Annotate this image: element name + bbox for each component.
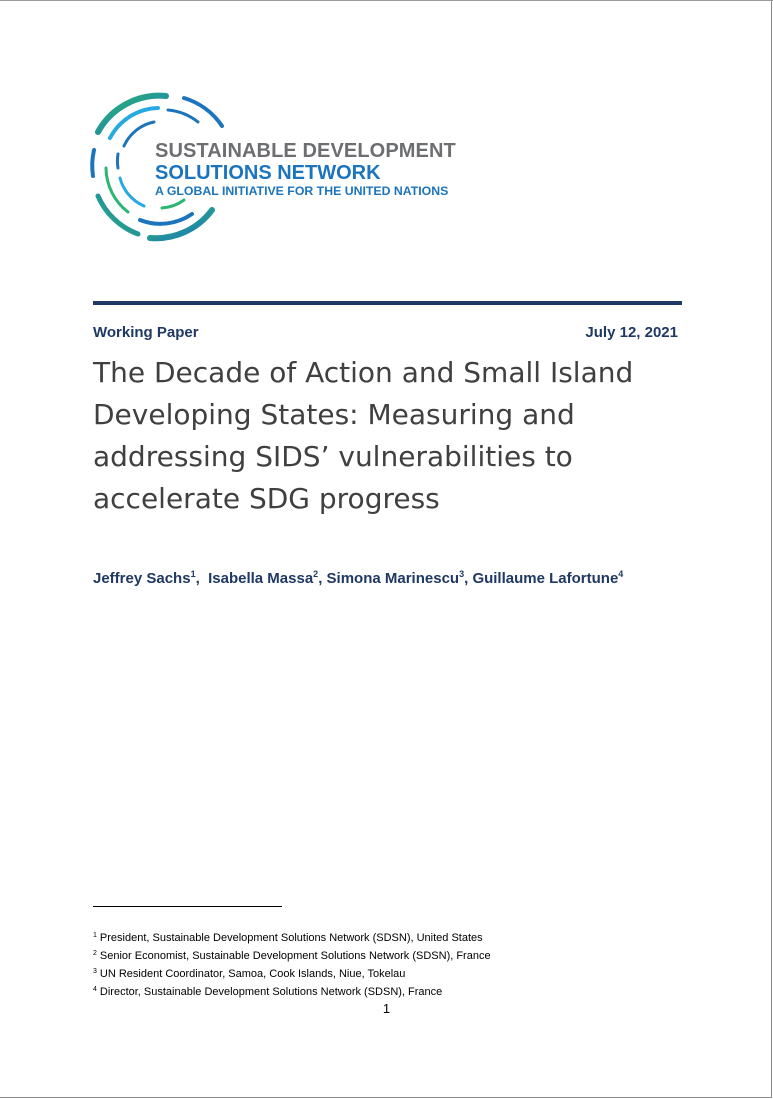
- footnote-text: President, Sustainable Development Solutions Network (SDSN), United States: [99, 932, 483, 944]
- sdsn-logo: [88, 88, 468, 248]
- author-list: [93, 569, 713, 587]
- paper-date: July 12, 2021: [585, 324, 678, 341]
- page-number: 1: [382, 1001, 391, 1016]
- author-name: Guillaume Lafortune: [472, 570, 619, 587]
- header-rule: [93, 301, 682, 305]
- footnote-item: [93, 928, 693, 946]
- author-name: Simona Marinescu: [326, 570, 460, 587]
- logo-line-3: A GLOBAL INITIATIVE FOR THE UNITED NATIONS: [155, 184, 449, 198]
- author-separator: ,: [464, 570, 473, 587]
- footnote-item: [93, 982, 693, 1000]
- paper-type-label: Working Paper: [93, 324, 199, 341]
- paper-title: The Decade of Action and Small Island Developing States: Measuring and addressing SIDS’ vulnerabilities to accelerate SDG progress: [93, 356, 634, 515]
- footnote-mark: 1: [93, 932, 97, 939]
- footnote-text: Senior Economist, Sustainable Development Solutions Network (SDSN), France: [99, 950, 491, 962]
- footnote-text: Director, Sustainable Development Solutions Network (SDSN), France: [99, 986, 443, 998]
- author-name: Jeffrey Sachs: [93, 570, 191, 587]
- author-mark: 3: [459, 569, 465, 579]
- author-name: Isabella Massa: [208, 570, 314, 587]
- logo-line-2: SOLUTIONS NETWORK: [155, 162, 381, 184]
- footnote-mark: 4: [93, 986, 97, 993]
- footnotes: [93, 928, 693, 1000]
- footnote-item: [93, 946, 693, 964]
- author-mark: 1: [190, 569, 196, 579]
- logo-line-1: SUSTAINABLE DEVELOPMENT: [155, 140, 456, 162]
- footnote-item: [93, 964, 693, 982]
- footnote-mark: 2: [93, 950, 97, 957]
- footnote-rule: [93, 906, 282, 907]
- author-separator: ,: [195, 570, 209, 587]
- footnote-text: UN Resident Coordinator, Samoa, Cook Islands, Niue, Tokelau: [99, 968, 406, 980]
- author-mark: 2: [313, 569, 319, 579]
- author-mark: 4: [618, 569, 624, 579]
- footnote-mark: 3: [93, 968, 97, 975]
- author-separator: ,: [318, 570, 327, 587]
- page-top-edge: [0, 0, 773, 1]
